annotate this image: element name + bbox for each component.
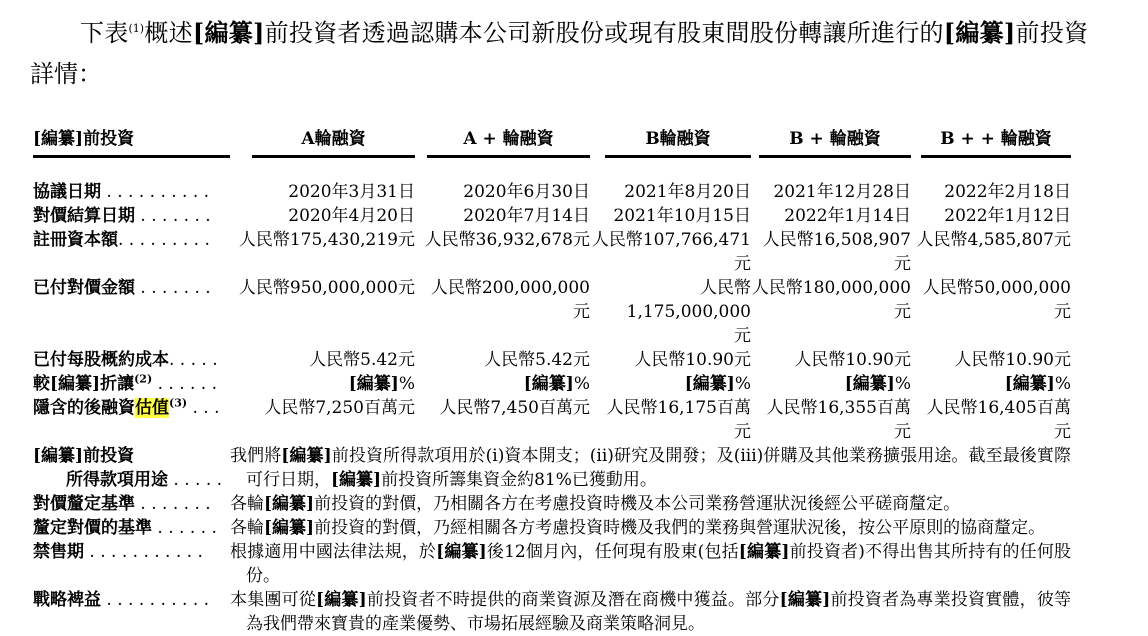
cell-value: 2020年3月31日 (288, 182, 415, 202)
cell-value: 2022年1月12日 (944, 206, 1071, 226)
pre-investment-table (33, 127, 1071, 636)
cell-value: 人民幣7,450百萬元 (439, 398, 590, 418)
column-header-series-a: A輪融資 (230, 127, 415, 158)
row-value: 我們將[編纂]前投資所得款項用於(i)資本開支；(ii)研究及開發；及(iii)併購及其他業務擴張用途。截至最後實際可行日期，[編纂]前投資所籌集資金約81%已獲動用。 (230, 446, 1071, 490)
cell-value: 人民幣16,175百萬元 (606, 398, 751, 442)
cell-value: 人民幣16,355百萬元 (766, 398, 911, 442)
row-value: 各輪[編纂]前投資的對價，乃經相關各方考慮投資時機及我們的業務與營運狀況後，按公平原則的協商釐定。 (230, 518, 1046, 538)
column-header-series-b: B輪融資 (590, 127, 751, 158)
row-label: 禁售期 . . . . . . . . . . . (33, 542, 203, 562)
cell-value: 2020年6月30日 (463, 182, 590, 202)
cell-value: 人民幣36,932,678元 (424, 230, 590, 250)
row-label: 已付每股概約成本. . . . . (33, 350, 218, 370)
table-row-consideration-paid (33, 276, 1071, 348)
cell-value: 人民幣5.42元 (484, 350, 590, 370)
column-header-series-b-plus: B + 輪融資 (751, 127, 911, 158)
cell-value: 人民幣5.42元 (309, 350, 415, 370)
table-row-agreement-date (33, 180, 1071, 204)
row-label: 釐定對價的基準 . . . . . . (33, 518, 217, 538)
table-row-post-money-valuation (33, 396, 1071, 444)
row-label: 戰略裨益 . . . . . . . . . . (33, 590, 210, 610)
table-header-label: [編纂]前投資 (33, 127, 230, 158)
cell-value: 2020年4月20日 (288, 206, 415, 226)
cell-value: 人民幣180,000,000元 (751, 278, 911, 322)
prospectus-page (0, 12, 1148, 636)
column-header-series-b-plus-plus: B + + 輪融資 (911, 127, 1071, 158)
table-row-cost-per-share (33, 348, 1071, 372)
row-value: 根據適用中國法律法規，於[編纂]後12個月內，任何現有股東(包括[編纂]前投資者)不得出售其所持有的任何股份。 (230, 542, 1072, 586)
table-row-consideration-basis (33, 492, 1071, 516)
header-label-cell (33, 127, 230, 158)
table-row-basis-determining-consideration (33, 516, 1071, 540)
cell-value: 2021年10月15日 (613, 206, 751, 226)
column-header-series-a-plus: A + 輪融資 (415, 127, 590, 158)
row-label-line1: [編纂]前投資 (33, 446, 135, 466)
row-label (33, 444, 230, 492)
cell-value: 人民幣1,175,000,000 元 (626, 278, 751, 346)
row-value: 各輪[編纂]前投資的對價，乃相關各方在考慮投資時機及本公司業務營運狀況後經公平磋商釐定。 (230, 494, 961, 514)
cell-value: [編纂]% (523, 374, 590, 394)
table-row-use-of-proceeds (33, 444, 1071, 492)
table-row-strategic-benefits (33, 588, 1071, 636)
table-row-registered-capital (33, 228, 1071, 276)
cell-value: 人民幣200,000,000元 (430, 278, 590, 322)
row-label: 對價釐定基準 . . . . . . . (33, 494, 211, 514)
cell-value: 人民幣950,000,000元 (238, 278, 415, 298)
cell-value: [編纂]% (844, 374, 911, 394)
cell-value: [編纂]% (684, 374, 751, 394)
cell-value: 人民幣50,000,000元 (922, 278, 1071, 322)
row-label-line2: 所得款項用途 . . . . . (66, 470, 223, 490)
cell-value: [編纂]% (348, 374, 415, 394)
cell-value: [編纂]% (1004, 374, 1071, 394)
cell-value: 2022年1月14日 (784, 206, 911, 226)
row-label: 協議日期 . . . . . . . . . . (33, 182, 210, 202)
table-row-discount (33, 372, 1071, 396)
cell-value: 人民幣10.90元 (634, 350, 751, 370)
table-row-lock-up-period (33, 540, 1071, 588)
intro-paragraph: 下表$^{(1)}$概述[編纂]前投資者透過認購本公司新股份或現有股東間股份轉讓所進行的[編纂]前投資詳情： (30, 18, 1089, 88)
cell-value: 人民幣107,766,471元 (591, 230, 751, 274)
cell-value: 2021年12月28日 (773, 182, 911, 202)
cell-value: 2020年7月14日 (463, 206, 590, 226)
cell-value: 2022年2月18日 (944, 182, 1071, 202)
table-row-settlement-date (33, 204, 1071, 228)
cell-value: 人民幣175,430,219元 (238, 230, 415, 250)
cell-value: 人民幣10.90元 (954, 350, 1071, 370)
row-label: 對價結算日期 . . . . . . . (33, 206, 211, 226)
cell-value: 人民幣4,585,807元 (916, 230, 1071, 250)
row-value: 本集團可從[編纂]前投資者不時提供的商業資源及潛在商機中獲益。部分[編纂]前投資者為專業投資實體，彼等為我們帶來寶貴的產業優勢、市場拓展經驗及商業策略洞見。 (230, 590, 1072, 634)
cell-value: 人民幣7,250百萬元 (264, 398, 415, 418)
row-label: 較[編纂]折讓$^{(2)}$ . . . . . . (33, 372, 218, 394)
cell-value: 人民幣10.90元 (794, 350, 911, 370)
row-label: 隱含的後融資估值$^{(3)}$ . . . (33, 396, 220, 418)
row-label: 已付對價金額 . . . . . . . (33, 278, 211, 298)
table-header-row (33, 127, 1071, 158)
row-label: 註冊資本額. . . . . . . . . (33, 230, 210, 250)
cell-value: 人民幣16,508,907元 (762, 230, 911, 274)
cell-value: 2021年8月20日 (624, 182, 751, 202)
cell-value: 人民幣16,405百萬元 (926, 398, 1071, 442)
